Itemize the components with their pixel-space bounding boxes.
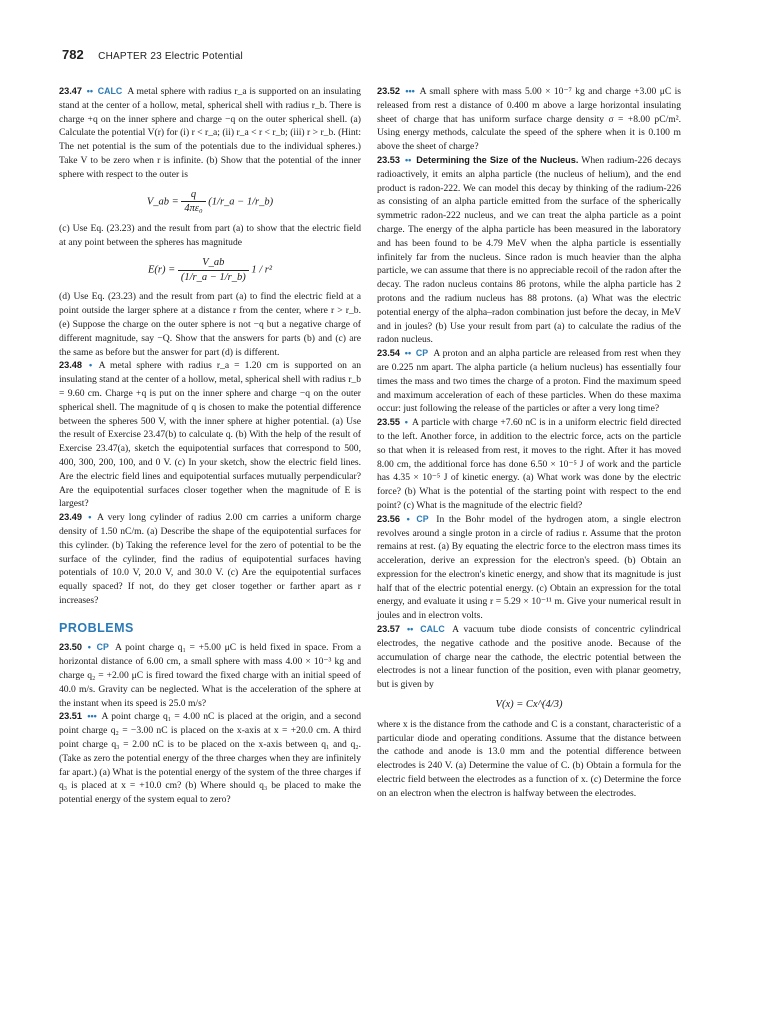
problem-23-56: 23.56 • CP In the Bohr model of the hydrogen atom, a single electron revolves around a single proton in a circle of radius r. Assume that the proton remains at rest. (a) By equating the electric force to the electron mass times its acceleration, derive an expression for the electron's speed. (b) Obtain an expression for the electron's kinetic energy, and show that its magnitude is just half that of the electric potential energy. (c) Obtain an expression for the total energy, and evaluate it using r = 5.29 × 10⁻¹¹ m. Give your numerical result in joules and in electron volts. <box>377 513 681 622</box>
problem-text-57-cont: where x is the distance from the cathode and C is a constant, characteristic of a particular diode and operating conditions. Assume that the distance between the cathode and anode is 13.0 mm and the potential difference between electrodes is 240 V. (a) Determine the value of C. (b) Obtain a formula for the electric field between the electrodes as a function of x. (c) Determine the force on an electron when the electron is halfway between the electrodes. <box>377 718 681 799</box>
left-column <box>59 85 361 807</box>
problem-23-54: 23.54 •• CP A proton and an alpha particle are released from rest when they are 0.225 nm apart. The alpha particle (a helium nucleus) has essentially four times the mass and two times the charge of a proton. Find the maximum speed and maximum acceleration of each of these particles. When do these maxima occur: just following the release of the particles or after a very long time? <box>377 348 681 415</box>
problem-23-48: 23.48 • A metal sphere with radius r_a = 1.20 cm is supported on an insulating stand at the center of a hollow, metal, spherical shell with radius r_b = 9.60 cm. Charge +q is put on the inner sphere and charge −q on the outer spherical shell. The magnitude of q is chosen to make the potential difference between the spheres 500 V, with the inner sphere at higher potential. (a) Use the result of Exercise 23.47(b) to calculate q. (b) With the help of the result of Exercise 23.47(a), sketch the equipotential surfaces that correspond to 500, 400, 300, 200, 100, and 0 V. (c) In your sketch, show the electric field lines. Are the electric field lines and equipotential surfaces mutually perpendicular? Are the equipotential surfaces closer together when the magnitude of E is largest? <box>59 360 361 510</box>
chapter-title: CHAPTER 23 Electric Potential <box>98 51 243 62</box>
problem-23-52: 23.52 ••• A small sphere with mass 5.00 × 10⁻⁷ kg and charge +3.00 μC is released from rest a distance of 0.400 m above a large horizontal insulating sheet of charge that has uniform surface charge density σ = +8.00 pC/m². Using energy methods, calculate the speed of the sphere when it is 0.100 m above the sheet of charge? <box>377 86 682 153</box>
problem-title: Determining the Size of the Nucleus. <box>416 154 579 165</box>
difficulty-dots: •• <box>86 86 94 96</box>
problem-text-part-c: (c) Use Eq. (23.23) and the result from part (a) to show that the electric field at any point between the spheres has magnitude <box>59 223 361 248</box>
page-header <box>62 46 722 66</box>
section-heading-problems: PROBLEMS <box>59 620 134 635</box>
problem-23-51: 23.51 ••• A point charge q₁ = 4.00 nC is placed at the origin, and a second point charge q₂ = −3.00 nC is placed on the x-axis at x = +20.0 cm. A third point charge q₃ = 2.00 nC is to be placed on the x-axis between q₁ and q₂. (Take as zero the potential energy of the three charges when they are infinitely far apart.) (a) What is the potential energy of the system of the three charges if q₃ is placed at x = +10.0 cm? (b) Where should q₃ be placed to make the potential energy of the system equal to zero? <box>59 711 361 806</box>
problem-23-53: 23.53 •• Determining the Size of the Nucleus. When radium-226 decays radioactively, it emits an alpha particle (the nucleus of helium), and the end product is radon-222. We can model this decay by thinking of the radium-226 as consisting of an alpha particle emitted from the surface of the spherically symmetric radon-222 nucleus, and we can treat the alpha particle as a point charge. The energy of the alpha particle has been measured in the laboratory and has been found to be 4.79 MeV when the alpha particle is essentially infinitely far from the nucleus. Since radon is much heavier than the alpha particle, we can assume that there is no appreciable recoil of the radon after the decay. The radon nucleus contains 86 protons, while the alpha particle has 2 protons and the radium nucleus has 88 protons. (a) What was the electric potential energy of the alpha–radon combination just before the decay, in MeV and in joules? (b) Use your result from part (a) to calculate the radius of the radon nucleus. <box>377 154 681 346</box>
problem-23-50: 23.50 • CP A point charge q₁ = +5.00 μC is held fixed in space. From a horizontal distance of 6.00 cm, a small sphere with mass 4.00 × 10⁻³ kg and charge q₂ = +2.00 μC is fired toward the fixed charge with an initial speed of 40.0 m/s. Gravity can be neglected. What is the acceleration of the sphere at the instant when its speed is 25.0 m/s? <box>59 642 361 709</box>
equation-vx: V(x) = Cx^(4/3) <box>495 699 563 711</box>
equation-er: E(r) = $\frac{V\_ab}{(1/r\_a - 1/r\_b)}$ 1 / r² <box>148 256 272 283</box>
calc-tag: CALC <box>97 86 123 96</box>
equation-vab: V_ab = $\frac{q}{\text{4πε₀}}$ (1/r_a − 1/r_b) <box>146 188 274 215</box>
page-number: 782 <box>62 47 84 62</box>
problem-23-55: 23.55 • A particle with charge +7.60 nC is in a uniform electric field directed to the left. Another force, in addition to the electric force, acts on the particle so that when it is released from rest, it moves to the right. After it has moved 8.00 cm, the additional force has done 6.50 × 10⁻⁵ J of work and the particle has 4.35 × 10⁻⁵ J of kinetic energy. (a) What work was done by the electric force? (b) What is the potential of the starting point with respect to the end point? (c) What is the magnitude of the electric field? <box>377 417 681 511</box>
problem-text: A metal sphere with radius r_a is supported on an insulating stand at the center of a hollow, metal, spherical shell with radius r_b. There is charge +q on the inner sphere and charge −q on the outer spherical shell. (a) Calculate the potential V(r) for (i) r < r_a; (ii) r_a < r < r_b; (iii) r > r_b. (Hint: The net potential is the sum of the potentials due to the individual spheres.) Take V to be zero when r is infinite. (b) Show that the potential of the inner sphere with respect to the outer is <box>59 86 361 180</box>
problem-number: 23.47 <box>59 86 82 96</box>
right-column <box>377 85 681 801</box>
problem-23-47 <box>59 85 361 182</box>
problem-23-57: 23.57 •• CALC A vacuum tube diode consists of concentric cylindrical electrodes, the negative cathode and the positive anode. Because of the accumulation of charge near the cathode, the electric potential between the electrodes is not a linear function of the position, even with planar geometry, but is given by <box>377 624 681 691</box>
problem-text-part-d: (d) Use Eq. (23.23) and the result from part (a) to find the electric field at a point outside the larger sphere at a distance r from the center, where r > r_b. (e) Suppose the charge on the outer sphere is not −q but a negative charge of different magnitude, say −Q. Show that the answers for parts (b) and (c) are the same as before but the answer for part (d) is different. <box>59 291 361 358</box>
problem-23-49: 23.49 • A very long cylinder of radius 2.00 cm carries a uniform charge density of 1.50 nC/m. (a) Describe the shape of the equipotential surfaces for this cylinder. (b) Taking the reference level for the zero of potential to be the surface of the cylinder, find the radius of equipotential surfaces having potentials of 10.0 V, 20.0 V, and 30.0 V. (c) Are the equipotential surfaces equally spaced? If not, do they get closer together or farther apart as r increases? <box>59 512 361 606</box>
